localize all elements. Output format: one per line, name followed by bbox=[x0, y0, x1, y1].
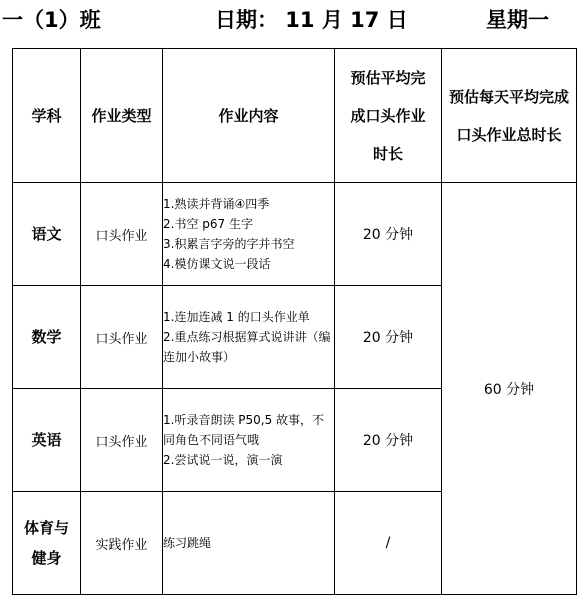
subject-cell bbox=[13, 492, 81, 595]
class-name: 一（1）班 bbox=[2, 8, 101, 32]
type-cell: 口头作业 bbox=[81, 389, 163, 492]
page-header bbox=[0, 4, 587, 34]
header-est-time-line: 时长 bbox=[372, 144, 403, 163]
subject-line: 体育与 bbox=[23, 519, 69, 537]
time-cell: / bbox=[335, 492, 442, 595]
content-cell bbox=[163, 389, 335, 492]
header-content: 作业内容 bbox=[163, 49, 335, 183]
subject-cell: 数学 bbox=[13, 286, 81, 389]
header-subject: 学科 bbox=[13, 49, 81, 183]
time-cell: 20 分钟 bbox=[335, 389, 442, 492]
content-cell bbox=[163, 286, 335, 389]
content-line: 1.熟读并背诵④四季 bbox=[163, 197, 270, 211]
table-header-row bbox=[13, 49, 577, 183]
subject-cell: 英语 bbox=[13, 389, 81, 492]
content-cell bbox=[163, 492, 335, 595]
type-cell: 实践作业 bbox=[81, 492, 163, 595]
type-cell: 口头作业 bbox=[81, 286, 163, 389]
content-line: 3.积累言字旁的字并书空 bbox=[163, 237, 295, 251]
header-type: 作业类型 bbox=[81, 49, 163, 183]
type-cell: 口头作业 bbox=[81, 183, 163, 286]
total-time-cell: 60 分钟 bbox=[442, 183, 577, 595]
date-label: 日期： 11 月 17 日 bbox=[215, 8, 408, 32]
header-est-time-line: 成口头作业 bbox=[350, 106, 426, 125]
content-line: 2.尝试说一说，演一演 bbox=[163, 453, 283, 467]
content-line: 1.听录音朗读 P50,5 故事，不同角色不同语气哦 bbox=[163, 413, 325, 447]
time-cell: 20 分钟 bbox=[335, 183, 442, 286]
content-line: 4.模仿课文说一段话 bbox=[163, 257, 271, 271]
content-line: 2.书空 p67 生字 bbox=[163, 217, 253, 231]
content-cell bbox=[163, 183, 335, 286]
content-line: 2.重点练习根据算式说讲讲（编连加小故事） bbox=[163, 330, 331, 364]
weekday-label: 星期一 bbox=[486, 8, 549, 32]
header-total-time-line: 预估每天平均完成 bbox=[448, 87, 569, 106]
header-total-time-line: 口头作业总时长 bbox=[456, 125, 562, 144]
header-est-time bbox=[335, 49, 442, 183]
header-est-time-line: 预估平均完 bbox=[350, 68, 426, 87]
time-cell: 20 分钟 bbox=[335, 286, 442, 389]
content-line: 练习跳绳 bbox=[163, 536, 212, 550]
table-row bbox=[13, 183, 577, 286]
subject-line: 健身 bbox=[31, 549, 62, 567]
content-line: 1.连加连减 1 的口头作业单 bbox=[163, 310, 310, 324]
subject-cell: 语文 bbox=[13, 183, 81, 286]
homework-table bbox=[12, 48, 577, 595]
header-total-time bbox=[442, 49, 577, 183]
